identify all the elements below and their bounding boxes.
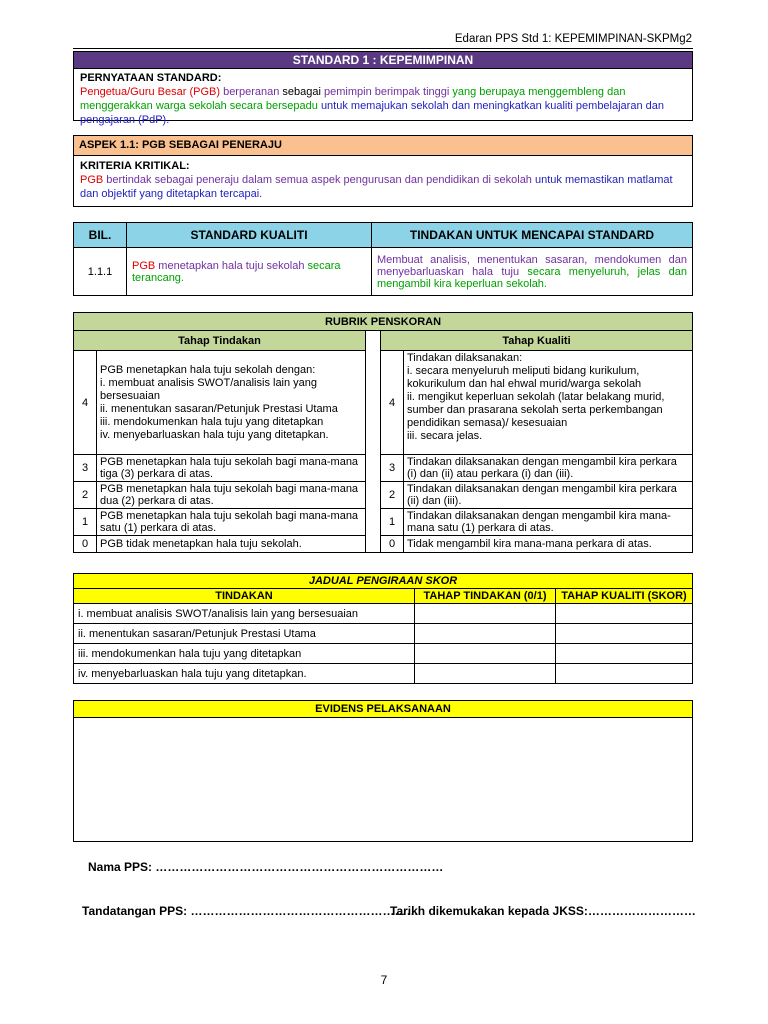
score-4: 4 xyxy=(74,351,97,455)
kriteria-part: PGB xyxy=(80,174,104,186)
col-tahap-tindakan: TAHAP TINDAKAN (0/1) xyxy=(415,589,556,604)
jadual-row-label: iv. menyebarluaskan hala tuju yang ditetapkan. xyxy=(74,664,415,684)
kualiti-4-item: ii. mengikut keperluan sekolah (latar belakang murid, sumber dan prasarana sekolah serta perkembangan pendidikan semasa)/ kesesuaian xyxy=(407,391,665,429)
tahap-tindakan-input[interactable] xyxy=(415,664,556,684)
col-bil: BIL. xyxy=(74,223,127,248)
rubrik-table xyxy=(73,312,693,553)
rubrik-gap xyxy=(366,536,381,553)
rubrik-gap xyxy=(366,455,381,482)
statement-part: berperanan xyxy=(220,86,283,98)
document-header: Edaran PPS Std 1: KEPEMIMPINAN-SKPMg2 xyxy=(454,33,692,45)
standard-statement xyxy=(80,85,686,127)
standard-box xyxy=(73,51,693,126)
kualiti-3-cell: Tindakan dilaksanakan dengan mengambil kira perkara (i) dan (ii) atau perkara (i) dan (iii). xyxy=(404,455,693,482)
tahap-kualiti-input[interactable] xyxy=(556,664,693,684)
kualiti-score-1: 1 xyxy=(381,509,404,536)
score-0: 0 xyxy=(74,536,97,553)
kriteria-part: bertindak sebagai peneraju dalam semua aspek pengurusan dan pendidikan di sekolah xyxy=(103,174,535,186)
kualiti-part: secara terancang. xyxy=(132,259,341,284)
jadual-row-label: i. membuat analisis SWOT/analisis lain yang bersesuaian xyxy=(74,604,415,624)
tahap-kualiti-header: Tahap Kualiti xyxy=(381,331,693,351)
col-tahap-kualiti: TAHAP KUALITI (SKOR) xyxy=(556,589,693,604)
col-tindakan-jadual: TINDAKAN xyxy=(74,589,415,604)
tindakan-4-item: iii. mendokumenkan hala tuju yang ditetapkan xyxy=(100,415,324,428)
kualiti-4-intro: Tindakan dilaksanakan: xyxy=(407,352,523,364)
jadual-skor-table xyxy=(73,573,693,684)
tindakan-4-item: ii. menentukan sasaran/Petunjuk Prestasi Utama xyxy=(100,402,338,415)
tarikh-field: Tarikh dikemukakan kepada JKSS:……………………… xyxy=(390,904,696,918)
tahap-kualiti-input[interactable] xyxy=(556,624,693,644)
aspek-title: ASPEK 1.1: PGB SEBAGAI PENERAJU xyxy=(74,136,692,156)
rubrik-gap xyxy=(366,482,381,509)
tindakan-2-cell: PGB menetapkan hala tuju sekolah bagi mana-mana dua (2) perkara di atas. xyxy=(97,482,366,509)
tindakan-cell xyxy=(372,248,693,296)
tahap-tindakan-header: Tahap Tindakan xyxy=(74,331,366,351)
kualiti-score-2: 2 xyxy=(381,482,404,509)
standard-label: PERNYATAAN STANDARD: xyxy=(80,72,222,84)
tindakan-4-item: iv. menyebarluaskan hala tuju yang ditetapkan. xyxy=(100,428,329,441)
evidens-area[interactable] xyxy=(74,718,692,842)
evidens-box xyxy=(73,700,693,842)
nama-pps-field: Nama PPS: ……………………………………………………………… xyxy=(88,860,444,874)
tandatangan-field: Tandatangan PPS: ………………………………………………… xyxy=(82,904,419,918)
kriteria-label: KRITERIA KRITIKAL: xyxy=(80,160,190,172)
statement-part: yang berupaya menggembleng dan menggerakkan warga sekolah secara bersepadu xyxy=(80,86,626,112)
col-tindakan: TINDAKAN UNTUK MENCAPAI STANDARD xyxy=(372,223,693,248)
page-number: 7 xyxy=(380,973,388,987)
tindakan-part: secara menyeluruh, jelas dan mengambil kira keperluan sekolah. xyxy=(377,265,687,290)
header-rule xyxy=(73,48,693,49)
kualiti-score-0: 0 xyxy=(381,536,404,553)
rubrik-gap xyxy=(366,331,381,351)
kualiti-2-cell: Tindakan dilaksanakan dengan mengambil kira perkara (ii) dan (iii). xyxy=(404,482,693,509)
rubrik-gap xyxy=(366,351,381,455)
standard-title: STANDARD 1 : KEPEMIMPINAN xyxy=(74,52,692,69)
statement-part: Pengetua/Guru Besar (PGB) xyxy=(80,86,221,98)
statement-part: sebagai xyxy=(282,86,324,98)
tindakan-part: Membuat analisis, menentukan sasaran, mendokumen dan menyebarluaskan hala tuju xyxy=(377,253,687,278)
jadual-title: JADUAL PENGIRAAN SKOR xyxy=(74,574,693,589)
tindakan-3-cell: PGB menetapkan hala tuju sekolah bagi mana-mana tiga (3) perkara di atas. xyxy=(97,455,366,482)
kualiti-score-3: 3 xyxy=(381,455,404,482)
standard-kualiti-table xyxy=(73,222,693,296)
kualiti-part: menetapkan hala tuju sekolah xyxy=(155,259,308,272)
col-standard-kualiti: STANDARD KUALITI xyxy=(127,223,372,248)
tahap-kualiti-input[interactable] xyxy=(556,604,693,624)
tahap-tindakan-input[interactable] xyxy=(415,604,556,624)
tahap-kualiti-input[interactable] xyxy=(556,644,693,664)
kualiti-4-item: iii. secara jelas. xyxy=(407,430,483,442)
bil-cell: 1.1.1 xyxy=(74,248,127,296)
standard-kualiti-cell xyxy=(127,248,372,296)
evidens-title: EVIDENS PELAKSANAAN xyxy=(74,701,692,718)
tindakan-4-intro: PGB menetapkan hala tuju sekolah dengan: xyxy=(100,363,316,376)
jadual-row-label: ii. menentukan sasaran/Petunjuk Prestasi Utama xyxy=(74,624,415,644)
tahap-tindakan-input[interactable] xyxy=(415,644,556,664)
score-3: 3 xyxy=(74,455,97,482)
tindakan-4-item: i. membuat analisis SWOT/analisis lain yang bersesuaian xyxy=(100,376,318,402)
kualiti-4-item: i. secara menyeluruh meliputi bidang kurikulum, kokurikulum dan hal ehwal murid/warga sekolah xyxy=(407,365,642,390)
tindakan-4-cell xyxy=(97,351,366,455)
tahap-tindakan-input[interactable] xyxy=(415,624,556,644)
score-1: 1 xyxy=(74,509,97,536)
kualiti-part: PGB xyxy=(132,259,156,272)
kualiti-score-4: 4 xyxy=(381,351,404,455)
statement-part: pemimpin berimpak tinggi xyxy=(324,86,453,98)
tindakan-1-cell: PGB menetapkan hala tuju sekolah bagi mana-mana satu (1) perkara di atas. xyxy=(97,509,366,536)
statement-part: untuk memajukan sekolah dan meningkatkan kualiti pembelajaran dan pengajaran (PdP). xyxy=(80,100,664,126)
kualiti-4-cell xyxy=(404,351,693,455)
kualiti-0-cell: Tidak mengambil kira mana-mana perkara di atas. xyxy=(404,536,693,553)
kriteria-text xyxy=(80,173,686,201)
kualiti-1-cell: Tindakan dilaksanakan dengan mengambil kira mana-mana satu (1) perkara di atas. xyxy=(404,509,693,536)
aspek-box xyxy=(73,135,693,207)
score-2: 2 xyxy=(74,482,97,509)
rubrik-gap xyxy=(366,509,381,536)
kriteria-part: untuk memastikan matlamat dan objektif yang ditetapkan tercapai. xyxy=(80,174,673,200)
jadual-row-label: iii. mendokumenkan hala tuju yang ditetapkan xyxy=(74,644,415,664)
rubrik-title: RUBRIK PENSKORAN xyxy=(74,313,693,331)
tindakan-0-cell: PGB tidak menetapkan hala tuju sekolah. xyxy=(97,536,366,553)
